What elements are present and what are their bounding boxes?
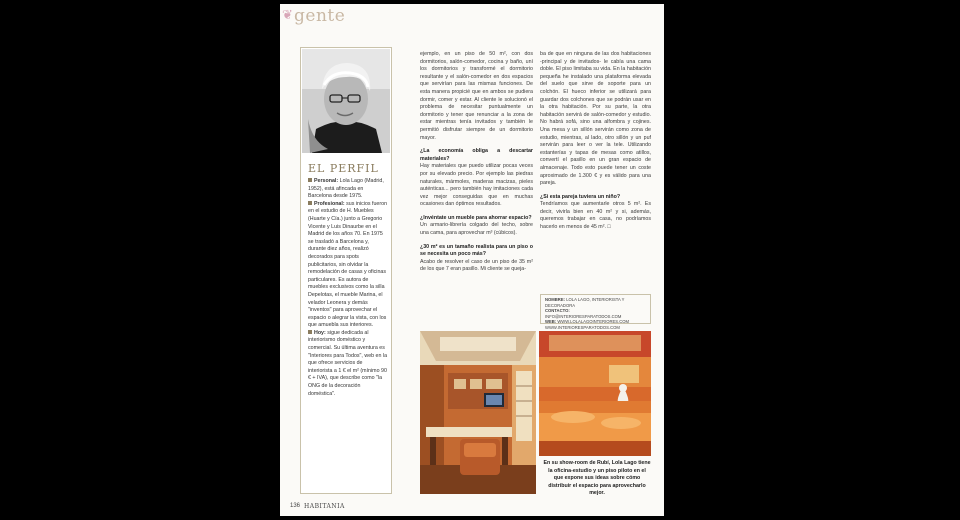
infobox-value: WWW.LOLALAGOINTERIORES.COM (557, 319, 630, 325)
question: ¿La economía obliga a descartar materiales? (420, 148, 533, 162)
magazine-name: HABITANIA (304, 503, 345, 510)
question: ¿Si esta pareja tuviera un niño? (540, 193, 621, 200)
photo-caption: En su show-room de Rubí, Lola Lago tiene la oficina-estudio y un piso piloto en el que expone sus ideas sobre cómo distribuir el espacio para aprovecharlo mejor. (543, 460, 651, 497)
infobox-label: NOMBRE: (545, 297, 566, 302)
profile-label: Personal: (314, 178, 339, 184)
answer: Un armario-librería colgado del techo, sobre una cama, para aprovechar m³ (cúbicos). (420, 222, 533, 237)
infobox-value: LOLA LAGO, INTERIORISTA Y DECORADORA (545, 297, 625, 308)
article-column-1 (420, 51, 533, 280)
profile-value: sus inicios fueron en el estudio de H. Muebles (Huarte y Cía.) junto a Gregorio Vicente y Luis Dinaurbe en el Madrid de los años 70. En 1975 se trasladó a Barcelona y, durante diez años, realizó decorados para spots publicitarios, sin olvidar la remodelación de casas y oficinas particulares. Es autora de muebles exclusivos como la silla Depelotas, el mueble Marina, el velador Leonera y demás "inventos" para aprovechar el espacio o alegrar la vista, con los que amuebla sus interiores. (308, 200, 388, 329)
infobox-value: INFO@INTERIORESPARATODOS.COM (545, 313, 622, 319)
profile-text (308, 178, 388, 398)
contact-infobox (540, 294, 651, 330)
section-title: gente (294, 6, 346, 26)
answer: Acabo de resolver el caso de un piso de 35 m² de los que 7 eran pasillo. Mi cliente se queja- (420, 258, 533, 273)
infobox-label: WEB: (545, 319, 557, 325)
section-header (282, 5, 345, 27)
bullet-square-icon (308, 178, 312, 182)
profile-value: sigue dedicada al interiorismo doméstico y comercial. Su última aventura es "Interiores para Todos", web en la que ofrece servicios de interiorista a 1 € el m² (mínimo 90 € + IVA), que describe como "la ONG de la decoración doméstica". (308, 329, 388, 397)
answer: Hay materiales que puedo utilizar pocas veces por su elevado precio. Por ejemplo las piedras naturales, mármoles, maderas macizas, pieles auténticas... pero también hay imitaciones cada vez mejor conseguidas que en muchas ocasiones dan óptimos resultados. (420, 163, 533, 208)
gente-leaf-icon: ❦ (282, 8, 293, 23)
question: ¿30 m² es un tamaño realista para un piso o se necesita un poco más? (420, 243, 533, 258)
infobox-value: WWW.INTERIORESPARATODOS.COM (545, 324, 620, 330)
portrait-photo (302, 49, 390, 153)
question: ¿Invéntate un mueble para ahorrar espacio? (420, 214, 532, 221)
page-footer (290, 503, 345, 510)
bedroom-photo (539, 331, 651, 456)
profile-value: Lola Lago (Madrid, 1952), está afincada en Barcelona desde 1975. (308, 178, 384, 200)
magazine-page (280, 4, 664, 516)
infobox-contact (545, 308, 646, 319)
profile-today (308, 330, 388, 398)
page-number: 136 (290, 503, 301, 509)
office-photo (420, 331, 536, 494)
bullet-square-icon (308, 201, 312, 205)
profile-title: EL PERFIL (308, 162, 379, 175)
profile-personal (308, 178, 388, 201)
infobox-name (545, 297, 646, 308)
infobox-label: CONTACTO: (545, 308, 570, 314)
infobox-web-2 (545, 325, 646, 331)
bullet-square-icon (308, 330, 312, 334)
profile-sidebar (300, 47, 392, 494)
article-column-2 (540, 51, 651, 238)
body-paragraph: ejemplo, en un piso de 50 m², con dos dormitorios, salón-comedor, cocina y baño, uní los dormitorios y transformé el dormitorio resultante y el salón-comedor en dos espacios que servirían para las mismas funciones. De esta manera propicié que en ambos se pudiera dormir, comer y estar. Al cliente le solucionó el problema de necesitar puntualmente un dormitorio y tener que renunciar a la zona de estar mientras tenía invitados y también le permitió disfrutar siempre de un dormitorio mayor. (420, 51, 533, 141)
answer: Tendríamos que aumentarle otros 5 m². Es decir, vivirla bien en 40 m² y si, además, queremos trabajar en casa, no podríamos hacerlo en menos de 45 m². □ (540, 201, 651, 231)
body-paragraph: ba de que en ninguna de las dos habitaciones -principal y de invitados- le cabía una cama doble. El piso limitaba su vida. En la habitación pequeña he instalado una plataforma elevada del suelo que sirve de soporte para un colchón. El hueco inferior se utilizará para guardar dos colchones que se podrán usar en la otra habitación. Por su parte, la otra habitación servirá de salón-comedor y estudio. No habrá sofá, sino una alfombra y cojines. Una mesa y un sillón servirán como zona de estudio, mientras, al lado, otro sillón y un puf servirán para leer o ver la tele. Utilizando estanterías y tapas de mesas como atillos, convertí el pasillo en un gran espacio de almacenaje. Todo esto puede tener un coste aproximado de 1.300 € y es válido para una pareja. (540, 51, 651, 187)
profile-label: Hoy: (314, 329, 326, 336)
profile-label: Profesional: (314, 200, 345, 207)
profile-professional (308, 201, 388, 330)
